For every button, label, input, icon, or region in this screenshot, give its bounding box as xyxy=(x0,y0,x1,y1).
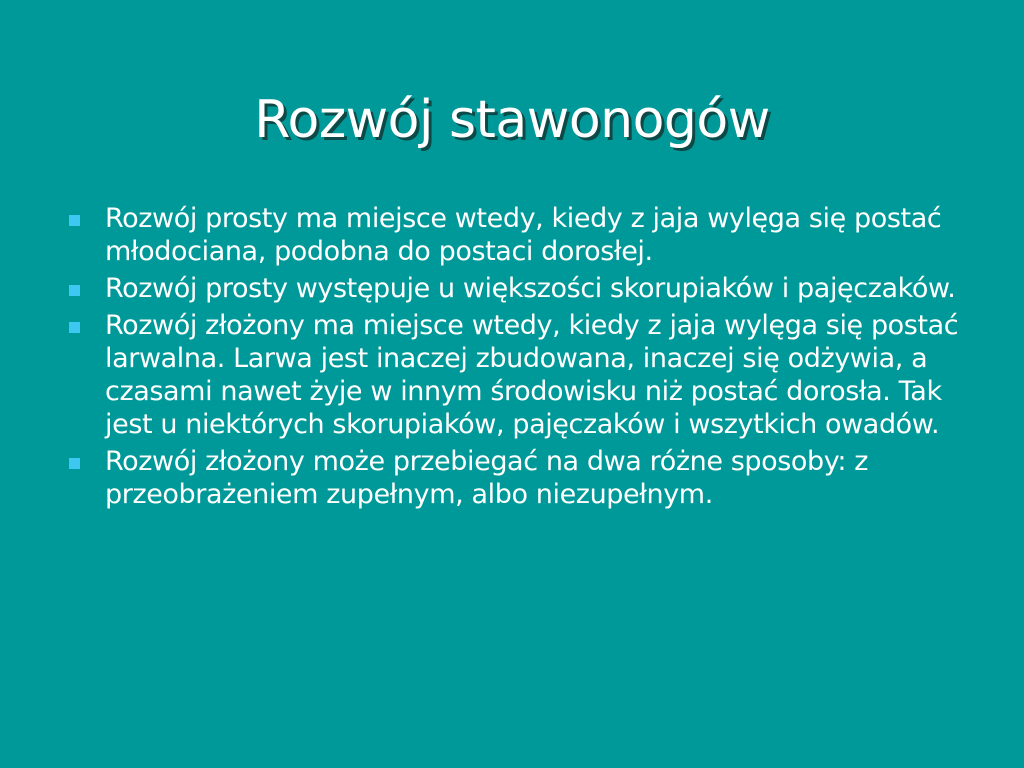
bullet-text: Rozwój prosty występuje u większości skorupiaków i pajęczaków. xyxy=(105,273,956,304)
bullet-text: Rozwój złożony ma miejsce wtedy, kiedy z jaja wylęga się postać larwalna. Larwa jest inaczej zbudowana, inaczej się odżywia, a czasami nawet żyje w innym środowisku niż postać dorosła. Tak jest u niektórych skorupiaków, pajęczaków i wszytkich owadów. xyxy=(105,310,959,440)
slide-title: Rozwój stawonogów xyxy=(254,90,770,150)
square-bullet-icon xyxy=(69,322,80,333)
bullet-text: Rozwój prosty ma miejsce wtedy, kiedy z jaja wylęga się postać młodociana, podobna do postaci dorosłej. xyxy=(105,203,942,267)
bullet-item xyxy=(66,202,966,268)
bullet-item xyxy=(66,445,966,511)
bullet-list xyxy=(66,202,966,515)
bullet-text: Rozwój złożony może przebiegać na dwa różne sposoby: z przeobrażeniem zupełnym, albo niezupełnym. xyxy=(105,446,869,510)
bullet-item xyxy=(66,272,966,305)
square-bullet-icon xyxy=(69,215,80,226)
square-bullet-icon xyxy=(69,458,80,469)
square-bullet-icon xyxy=(69,285,80,296)
bullet-item xyxy=(66,309,966,441)
